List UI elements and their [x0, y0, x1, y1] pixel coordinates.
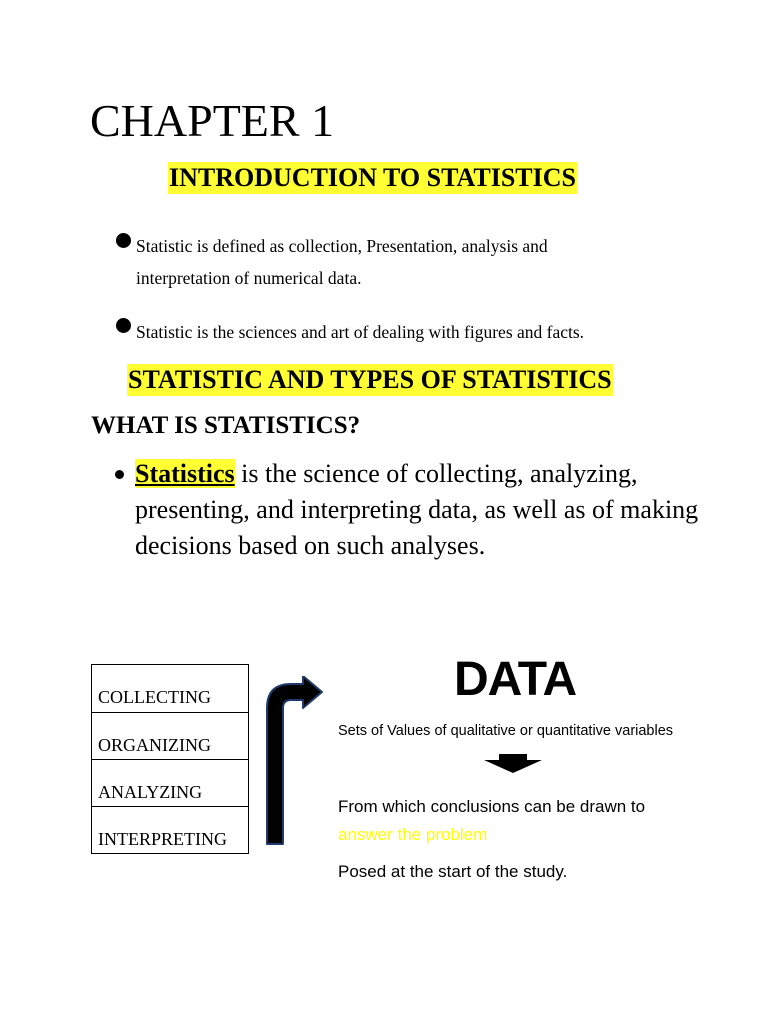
bullet-1-line-1: Statistic is defined as collection, Presentation, analysis and [136, 236, 548, 256]
step-interpreting: INTERPRETING [92, 806, 248, 853]
data-definition: Sets of Values of qualitative or quantitative variables [338, 723, 674, 739]
what-heading: WHAT IS STATISTICS? [91, 412, 361, 439]
step-analyzing: ANALYZING [92, 759, 248, 806]
definition-text: is the science of collecting, analyzing, presenting, and interpreting data, as well as of making decisions based on such analyses. [135, 459, 699, 560]
bullet-2-text: Statistic is the sciences and art of dealing with figures and facts. [136, 322, 585, 342]
bullet-dot-icon [116, 233, 131, 248]
conclusion-line-2: answer the problem [338, 825, 488, 844]
data-title: DATA [454, 653, 577, 706]
statistics-definition [135, 456, 735, 564]
types-heading: STATISTIC AND TYPES OF STATISTICS [128, 365, 612, 394]
bullet-1-line-2: interpretation of numerical data. [136, 268, 362, 288]
bullet-dot-icon [116, 318, 131, 333]
conclusion-line-1: From which conclusions can be drawn to [338, 797, 646, 816]
statistics-term: Statistics [135, 459, 235, 488]
step-organizing: ORGANIZING [92, 712, 248, 759]
bullet-dot-icon [115, 470, 124, 479]
process-steps-box [91, 664, 249, 854]
bent-arrow-icon [262, 676, 326, 848]
intro-heading: INTRODUCTION TO STATISTICS [169, 163, 576, 192]
chapter-title: CHAPTER 1 [90, 95, 335, 146]
down-arrow-icon [483, 754, 543, 774]
step-collecting: COLLECTING [98, 687, 211, 707]
conclusion-line-3: Posed at the start of the study. [338, 862, 568, 881]
